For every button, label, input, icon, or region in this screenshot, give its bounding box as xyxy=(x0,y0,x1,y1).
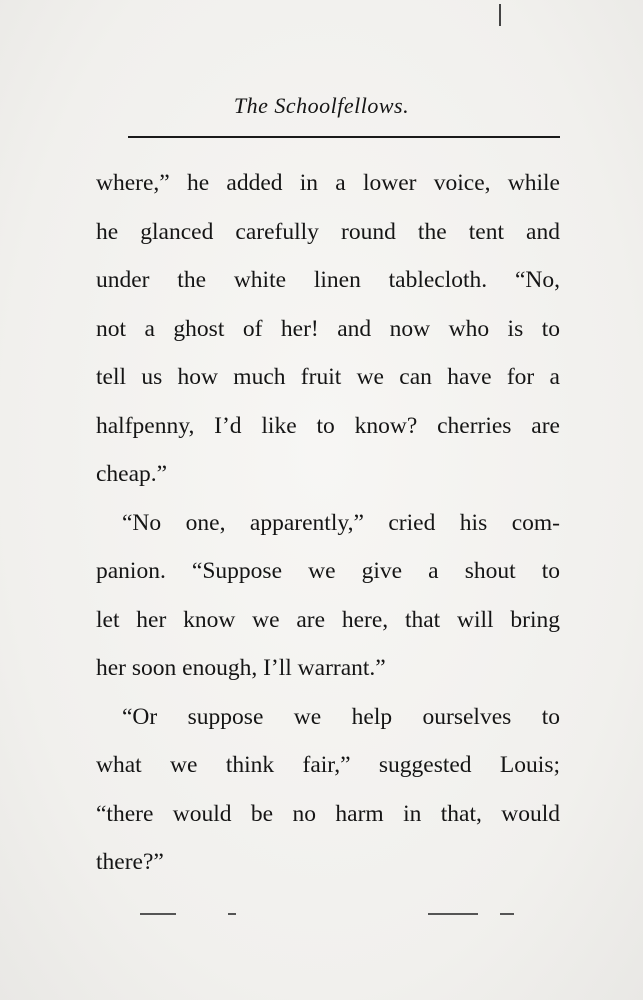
text-line: halfpenny, I’d like to know? cherries are xyxy=(96,412,560,439)
text-line: “Or suppose we help ourselves to xyxy=(122,703,560,730)
text-line: “No one, apparently,” cried his com- xyxy=(122,509,560,536)
text-line: what we think fair,” suggested Louis; xyxy=(96,752,560,778)
footer-mark xyxy=(228,913,236,915)
text-line: let her know we are here, that will bring xyxy=(96,606,560,633)
running-head: The Schoolfellows. xyxy=(233,93,410,118)
text-line: he glanced carefully round the tent and xyxy=(96,218,560,245)
text-line: not a ghost of her! and now who is to xyxy=(96,315,560,342)
text-line: there?” xyxy=(96,849,164,875)
body-text xyxy=(96,159,560,887)
text-line: panion. “Suppose we give a shout to xyxy=(96,558,560,584)
header-rule xyxy=(128,136,560,138)
text-line: her soon enough, I’ll warrant.” xyxy=(96,655,386,681)
footer-mark xyxy=(140,913,176,915)
text-line: “there would be no harm in that, would xyxy=(96,800,560,827)
text-line: under the white linen tablecloth. “No, xyxy=(96,267,560,293)
footer-mark xyxy=(428,913,478,915)
text-line: cheap.” xyxy=(96,461,168,487)
footer-mark xyxy=(500,913,514,915)
text-line: tell us how much fruit we can have for a xyxy=(96,364,560,390)
margin-mark xyxy=(499,4,501,26)
text-line: where,” he added in a lower voice, while xyxy=(96,170,560,196)
